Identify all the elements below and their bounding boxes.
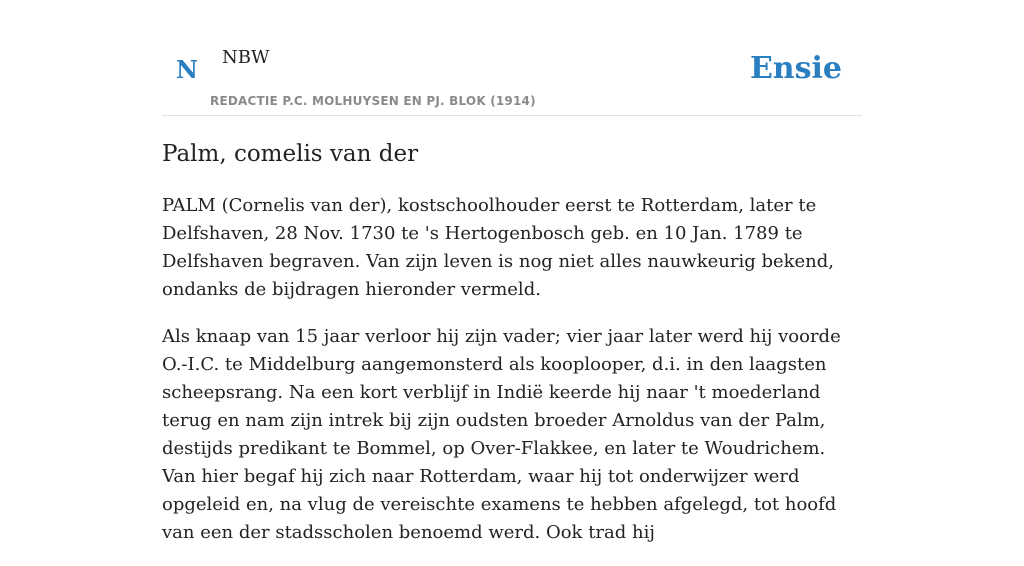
article-title: Palm, comelis van der xyxy=(162,141,419,167)
source-name-link[interactable]: NBW xyxy=(222,47,270,68)
source-editors: REDACTIE P.C. MOLHUYSEN EN PJ. BLOK (1914) xyxy=(210,94,536,108)
brand-logo-link[interactable]: Ensie xyxy=(749,51,842,86)
article-paragraph-1: PALM (Cornelis van der), kostschoolhouder eerst te Rotterdam, later te Delfshaven, 28 Nov. 1730 te 's Hertogenbosch geb. en 10 Jan. 1789 te Delfshaven begraven. Van zijn leven is nog niet alles nauwkeurig bekend, ondanks de bijdragen hieronder vermeld. xyxy=(162,195,835,300)
article-body xyxy=(162,192,862,566)
article-paragraph-2: Als knaap van 15 jaar verloor hij zijn vader; vier jaar later werd hij voorde O.-I.C. te Middelburg aangemonsterd als kooplooper, d.i. in den laagsten scheepsrang. Na een kort verblijf in Indië keerde hij naar 't moederland terug en nam zijn intrek bij zijn oudsten broeder Arnoldus van der Palm, destijds predikant te Bommel, op Over-Flakkee, en later te Woudrichem. Van hier begaf hij zich naar Rotterdam, waar hij tot onderwijzer werd opgeleid en, na vlug de vereischte examens te hebben afgelegd, tot hoofd van een der stadsscholen benoemd werd. Ook trad hij xyxy=(162,326,841,543)
source-logo-icon: N xyxy=(176,55,198,84)
source-header xyxy=(162,0,862,116)
